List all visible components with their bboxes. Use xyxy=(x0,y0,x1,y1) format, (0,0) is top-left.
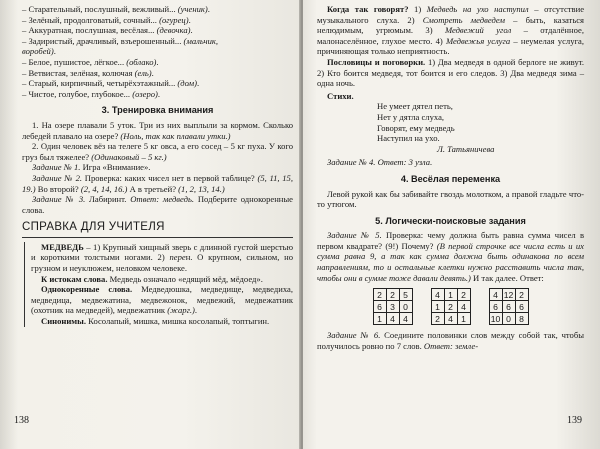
poem-line: Наступил на ухо. xyxy=(377,133,440,144)
grid-cell: 10 xyxy=(490,313,501,324)
poem xyxy=(377,101,584,154)
grid-cell: 2 xyxy=(515,289,528,301)
grid-cell: 8 xyxy=(515,313,528,325)
grid-cell: 2 xyxy=(386,289,399,301)
etymology-paragraph: К истокам слова. Медведь означало «едящий мёд, мёдоед». xyxy=(41,273,263,284)
page-number: 139 xyxy=(567,415,582,427)
grid-cell: 4 xyxy=(399,313,412,325)
grid-cell: 6 xyxy=(515,301,528,313)
grid-cell: 2 xyxy=(431,313,444,325)
grid-cell: 1 xyxy=(431,301,444,313)
assignment-4: Задание № 4. Ответ: 3 узла. xyxy=(327,157,433,168)
section-3-title: 3. Тренировка внимания xyxy=(101,105,214,116)
grid-cell: 5 xyxy=(399,289,412,301)
poem-line: Нет у дятла слуха, xyxy=(377,111,445,122)
magic-square-3 xyxy=(489,288,529,325)
teacher-reference-title: СПРАВКА ДЛЯ УЧИТЕЛЯ xyxy=(22,221,165,234)
assignment-5: Задание № 5. Проверка: чему должна быть равна сумма чисел в первом квадрате? (9!) Почему? (В первой строчке все числа есть и их сумма равна 9, а так как сумма должна быть одинакова по всем направлениям, то и остальные клетки нужно расставить числа так, чтобы они в сумме тоже давали девять.) И так далее. Ответ: xyxy=(317,230,585,283)
assignment-6: Задание № 6. Соедините половинки слов между собой так, чтобы получилось ровно по 7 слов. Ответ: земле- xyxy=(317,330,584,351)
break-paragraph: Левой рукой как бы забивайте гвоздь молотком, а правой гладьте что-то утюгом. xyxy=(317,188,584,210)
list-item: – Старый, кирпичный, четырёхэтажный... (дом). xyxy=(22,78,200,89)
divider xyxy=(22,237,293,238)
magic-square-1 xyxy=(373,288,413,325)
grid-cell: 6 xyxy=(373,301,386,313)
list-item: – Ветвистая, зелёная, колючая (ель). xyxy=(22,67,154,78)
idioms-paragraph: Когда так говорят? 1) Медведь на ухо наступил – отсутствие музыкального слуха. 2) Смотреть медведем – быть, казаться нелюдимым, угрюмым. 3) Медвежий угол – отдалённое, малонаселённое, глухое место. 4) Медвежья услуга – неумелая услуга, причиняющая только неприятность. xyxy=(317,4,585,57)
list-item: – Чистое, голубое, глубокое... (озеро). xyxy=(22,88,161,99)
poem-line: Говорят, ему медведь xyxy=(377,122,455,133)
task-paragraph: 1. На озере плавали 5 уток. Три из них выплыли за кормом. Сколько лебедей плавало на озере? (Ноль, так как плавали утки.) xyxy=(22,119,293,141)
grid-cell: 6 xyxy=(489,301,502,313)
poem-author: Л. Татьяничева xyxy=(437,143,495,154)
teacher-reference-box xyxy=(24,242,293,327)
grid-cell: 1 xyxy=(457,313,470,325)
magic-square-2 xyxy=(431,288,471,325)
grid-cell: 12 xyxy=(503,289,514,300)
proverbs-paragraph: Пословицы и поговорки. 1) Два медведя в одной берлоге не живут. 2) Кто боится медведя, тот боится и его следов. 3) Два медведя зима – одна ночь. xyxy=(317,56,584,89)
definition-paragraph: МЕДВЕДЬ – 1) Крупный хищный зверь с длинной густой шерстью и короткими толстыми ногами. 2) перен. О крупном, сильном, но грузном и неуклюжем, неловком человеке. xyxy=(31,241,293,274)
cognates-paragraph: Однокоренные слова. Медведюшка, медведище, медведиха, медведица, медвежатина, медвежонок, медвежий, медвежатник (охотник на медведей), медвежатник (жарг.). xyxy=(31,284,293,316)
grid-cell: 2 xyxy=(373,289,386,301)
answer-grids xyxy=(317,288,584,325)
grid-cell: 6 xyxy=(502,301,515,313)
list-item: – Зелёный, продолговатый, сочный... (огурец). xyxy=(22,14,191,25)
section-5-title: 5. Логически-поисковые задания xyxy=(375,215,526,226)
grid-cell: 4 xyxy=(431,289,444,301)
grid-cell: 0 xyxy=(502,313,515,325)
section-4-title: 4. Весёлая переменка xyxy=(400,173,501,184)
list-item: – Старательный, послушный, вежливый... (ученик). xyxy=(22,4,210,14)
synonyms-paragraph: Синонимы. Косолапый, мишка, мишка косолапый, топтыгин. xyxy=(41,316,270,327)
list-item: – Задиристый, драчливый, взъерошенный... (мальчик, xyxy=(22,35,219,46)
assignment-1: Задание № 1. Игра «Внимание». xyxy=(32,162,151,173)
right-page xyxy=(303,0,600,449)
grid-cell: 0 xyxy=(399,301,412,313)
grid-cell: 1 xyxy=(444,289,457,301)
riddle-list xyxy=(22,4,293,99)
grid-cell: 1 xyxy=(373,313,386,325)
assignment-3: Задание № 3. Лабиринт. Ответ: медведь. Подберите однокоренные слова. xyxy=(22,194,293,215)
task-paragraph: 2. Один человек вёз на телеге 5 кг овса, а его сосед – 5 кг пуха. У кого груз был тяжелее? (Одинаковый – 5 кг.) xyxy=(22,141,293,162)
grid-cell: 4 xyxy=(489,289,502,301)
list-item: воробей). xyxy=(22,46,56,57)
poem-line: Не умеет дятел петь, xyxy=(377,101,453,112)
grid-cell: 4 xyxy=(386,313,399,325)
grid-cell: 4 xyxy=(457,301,470,313)
list-item: – Аккуратная, послушная, весёлая... (девочка). xyxy=(22,25,193,36)
page-number: 138 xyxy=(14,415,29,427)
grid-cell: 4 xyxy=(444,313,457,325)
poems-label: Стихи. xyxy=(327,90,354,101)
grid-cell: 3 xyxy=(386,301,399,313)
grid-cell: 2 xyxy=(457,289,470,301)
grid-cell: 2 xyxy=(444,301,457,313)
list-item: – Белое, пушистое, лёгкое... (облако). xyxy=(22,56,159,67)
assignment-2: Задание № 2. Проверка: каких чисел нет в первой таблице? (5, 11, 15, 19.) Во второй? (2, 4, 14, 16.) А в третьей? (1, 2, 13, 14.) xyxy=(22,172,293,194)
